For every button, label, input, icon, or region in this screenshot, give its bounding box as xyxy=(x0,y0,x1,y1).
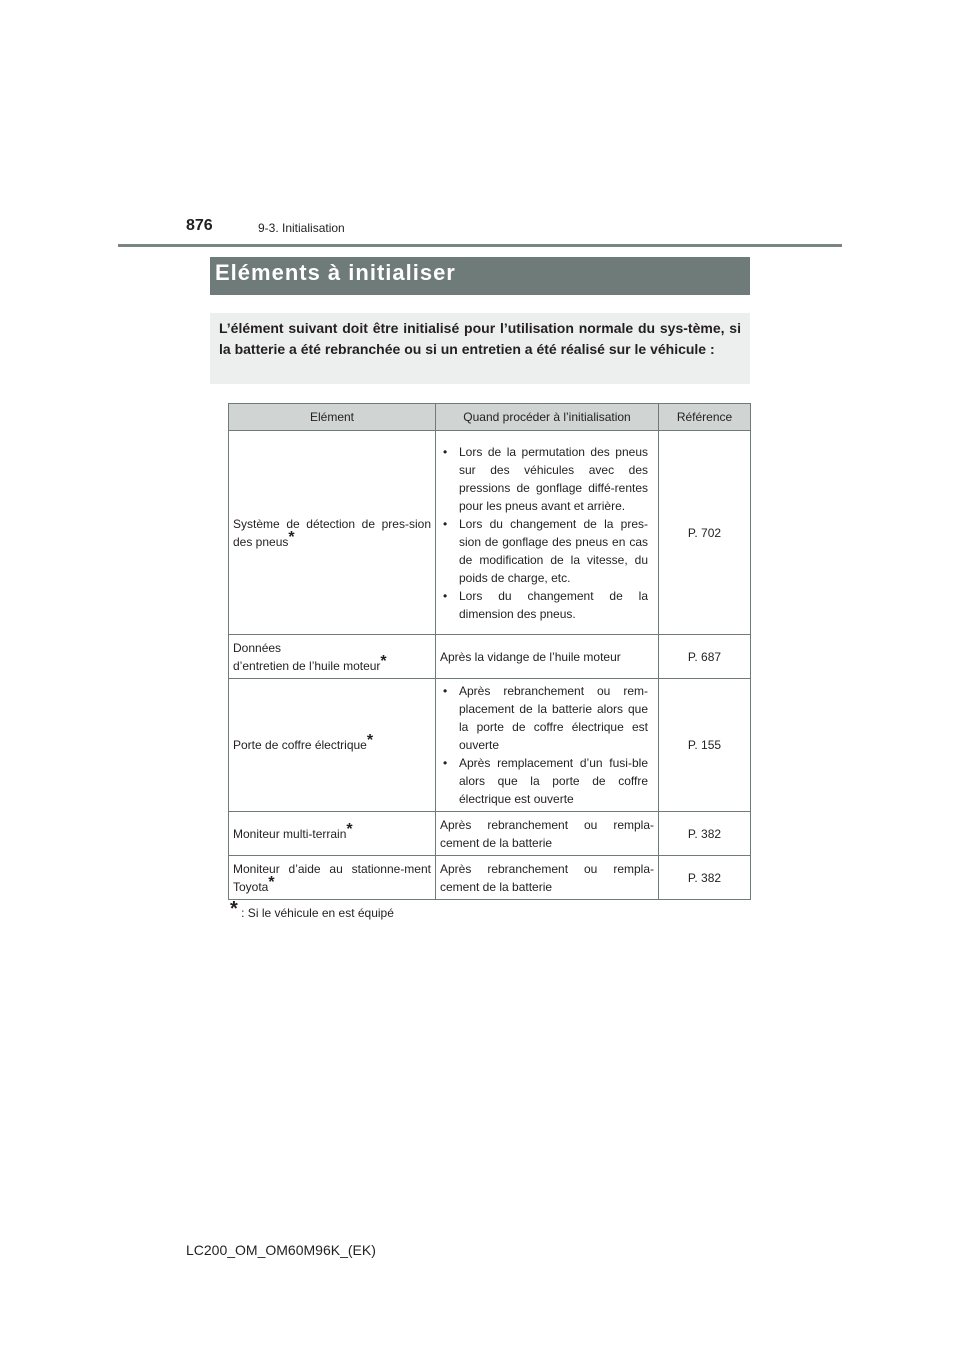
header-divider xyxy=(118,244,842,247)
reference-cell: P. 382 xyxy=(659,812,751,856)
footnote-star: * xyxy=(268,873,275,891)
header-reference: Référence xyxy=(659,404,751,431)
footnote-star: * xyxy=(380,652,387,670)
when-cell: Après la vidange de l’huile moteur xyxy=(436,635,659,679)
table-row xyxy=(229,635,751,679)
element-label: Moniteur d’aide au stationne-ment Toyota xyxy=(233,861,431,894)
table-row xyxy=(229,856,751,900)
reference-cell: P. 687 xyxy=(659,635,751,679)
footnote-star: * xyxy=(346,820,353,838)
footnote xyxy=(230,898,394,920)
table-row xyxy=(229,679,751,812)
list-item: • Lors du changement de la pres-sion de gonflage des pneus en cas de modification de la vitesse, du poids de charge, etc. xyxy=(440,515,648,587)
initialization-table xyxy=(228,403,751,900)
element-label: Système de détection de pres-sion des pneus xyxy=(233,516,431,549)
footnote-star: * xyxy=(288,528,295,546)
footnote-text: : Si le véhicule en est équipé xyxy=(241,906,394,920)
when-cell xyxy=(436,431,659,635)
footnote-star: * xyxy=(366,732,374,749)
header-when: Quand procéder à l’initialisation xyxy=(436,404,659,431)
footnote-star: * xyxy=(230,898,238,920)
section-title: 9-3. Initialisation xyxy=(258,221,345,235)
when-cell xyxy=(436,679,659,812)
header-element: Elément xyxy=(229,404,436,431)
reference-cell: P. 702 xyxy=(659,431,751,635)
reference-cell: P. 382 xyxy=(659,856,751,900)
element-label: Moniteur multi-terrain xyxy=(233,826,347,841)
element-cell xyxy=(229,431,436,635)
table-header-row xyxy=(229,404,751,431)
element-label: Données xyxy=(233,640,282,655)
element-label: Porte de coffre électrique xyxy=(233,738,367,752)
element-cell xyxy=(229,679,436,812)
when-cell: Après rebranchement ou rempla-cement de la batterie xyxy=(436,856,659,900)
when-cell: Après rebranchement ou rempla-cement de la batterie xyxy=(436,812,659,856)
element-label: d’entretien de l’huile moteur xyxy=(233,658,381,673)
table-row xyxy=(229,431,751,635)
page-title: Eléments à initialiser xyxy=(210,257,750,295)
page-number: 876 xyxy=(186,217,213,234)
element-cell xyxy=(229,635,436,679)
list-item: • Lors du changement de la dimension des pneus. xyxy=(440,587,648,623)
intro-text: L’élément suivant doit être initialisé pour l’utilisation normale du sys-tème, si la batterie a été rebranchée ou si un entretien a été réalisé sur le véhicule : xyxy=(210,313,750,384)
table-row xyxy=(229,812,751,856)
reference-cell: P. 155 xyxy=(659,679,751,812)
element-cell xyxy=(229,856,436,900)
list-item: • Après rebranchement ou rem-placement de la batterie alors que la porte de coffre électrique est ouverte xyxy=(440,682,648,754)
list-item: • Lors de la permutation des pneus sur des véhicules avec des pressions de gonflage diffé-rentes pour les pneus avant et arrière. xyxy=(440,443,648,515)
list-item: • Après remplacement d’un fusi-ble alors que la porte de coffre électrique est ouverte xyxy=(440,754,648,808)
document-code: LC200_OM_OM60M96K_(EK) xyxy=(186,1242,376,1258)
element-cell xyxy=(229,812,436,856)
